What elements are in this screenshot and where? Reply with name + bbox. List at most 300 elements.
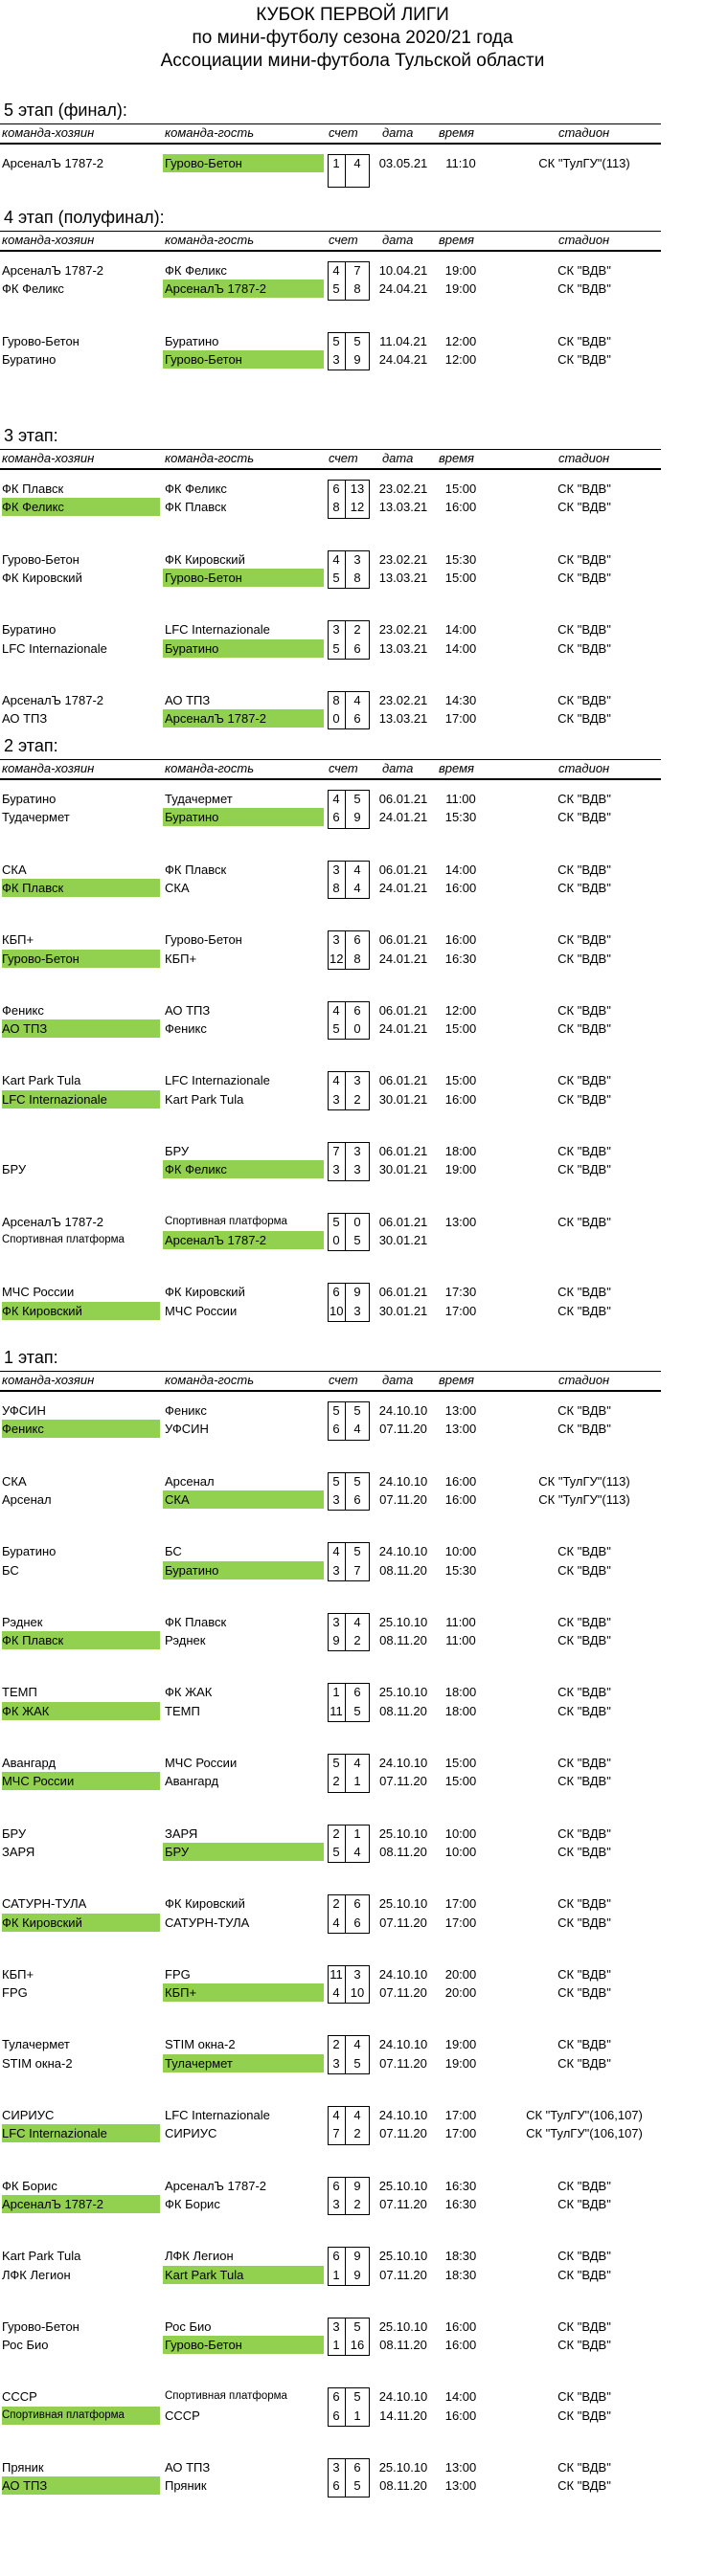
- score-box: [345, 1754, 370, 1793]
- host-team: БРУ: [2, 1162, 27, 1177]
- score-box: [345, 691, 370, 730]
- score-host: 3: [332, 1614, 340, 1629]
- stadium: СК "ВДВ": [557, 1844, 611, 1859]
- guest-team: ФК Борис: [165, 2196, 220, 2211]
- score-guest: 6: [353, 711, 361, 727]
- column-header-row: [0, 759, 661, 780]
- match-time: 11:10: [445, 156, 476, 170]
- stadium: СК "ВДВ": [557, 640, 611, 656]
- stadium: СК "ВДВ": [557, 1562, 611, 1578]
- score-box: [328, 1965, 346, 2005]
- stadium: СК "ВДВ": [557, 862, 611, 877]
- stage-title: 4 этап (полуфинал):: [4, 208, 165, 227]
- match-time: 12:00: [444, 333, 477, 348]
- stadium: СК "ВДВ": [557, 263, 611, 278]
- score-guest: 3: [353, 1144, 361, 1158]
- score-host: 3: [332, 1091, 340, 1107]
- score-box: [345, 2458, 370, 2498]
- host-team: ЛФК Легион: [2, 2267, 71, 2282]
- score-guest: 9: [353, 2249, 361, 2264]
- score-guest: 10: [350, 1985, 365, 2001]
- match-date: 24.10.10: [378, 1756, 428, 1770]
- score-box: [345, 620, 370, 660]
- host-team: Буратино: [2, 1544, 57, 1559]
- host-team: СССР: [2, 2389, 37, 2405]
- score-box: [345, 1071, 370, 1110]
- guest-team: Феникс: [165, 1021, 207, 1037]
- score-box: [345, 154, 370, 188]
- host-team: Kart Park Tula: [2, 1073, 81, 1088]
- match-time: 19:00: [444, 1162, 477, 1177]
- match-time: 16:00: [444, 2338, 477, 2353]
- guest-team: АрсеналЪ 1787-2: [163, 280, 324, 298]
- stadium: [508, 1231, 661, 1249]
- stadium: СК "ВДВ": [557, 2267, 611, 2282]
- score-guest: 7: [353, 1562, 361, 1578]
- match-time: 15:30: [444, 551, 477, 567]
- score-guest: 9: [353, 1285, 361, 1300]
- match-date: 07.11.20: [379, 2126, 427, 2141]
- stadium: СК "ВДВ": [557, 1966, 611, 1982]
- score-box: [328, 790, 346, 829]
- match-time: [437, 1231, 485, 1249]
- score-box: [328, 930, 346, 970]
- score-host: 6: [332, 2178, 340, 2193]
- host-team: Феникс: [2, 1420, 160, 1438]
- guest-team: АрсеналЪ 1787-2: [163, 1231, 324, 1249]
- guest-team: ФК Феликс: [165, 482, 227, 496]
- match-time: 15:00: [444, 1756, 477, 1770]
- stadium: СК "ВДВ": [557, 333, 611, 348]
- guest-team: STIM окна-2: [165, 2037, 236, 2052]
- stadium: СК "ВДВ": [557, 1544, 611, 1559]
- guest-team: Буратино: [163, 639, 324, 658]
- score-guest: 9: [353, 2267, 361, 2282]
- stadium: СК "ВДВ": [557, 1703, 611, 1718]
- stadium: СК "ВДВ": [557, 2249, 611, 2264]
- score-guest: 5: [353, 2478, 361, 2494]
- score-box: [345, 1894, 370, 1934]
- score-host: 2: [332, 1774, 340, 1789]
- stadium: СК "ВДВ": [557, 1614, 611, 1629]
- guest-team: ФК Феликс: [165, 263, 227, 278]
- match-time: 16:00: [444, 2318, 477, 2334]
- stage-title: 5 этап (финал):: [4, 101, 127, 120]
- host-team: Тудачермет: [2, 810, 70, 825]
- stadium: СК "ВДВ": [557, 1826, 611, 1841]
- host-team: ФК Кировский: [2, 1914, 160, 1932]
- score-host: 6: [332, 482, 340, 496]
- match-date: 06.01.21: [378, 1214, 428, 1229]
- column-header-date: дата: [382, 233, 414, 247]
- score-guest: 4: [353, 692, 361, 707]
- stadium: СК "ВДВ": [557, 1422, 611, 1437]
- score-box: [328, 1213, 346, 1252]
- match-date: 23.02.21: [378, 622, 428, 638]
- page-subtitle: по мини-футболу сезона 2020/21 года: [192, 28, 513, 48]
- stadium: СК "ВДВ": [557, 2389, 611, 2405]
- score-guest: 5: [353, 1544, 361, 1559]
- score-box: [345, 1213, 370, 1252]
- score-box: [345, 2106, 370, 2145]
- column-header-host: команда-хозяин: [2, 451, 95, 465]
- stadium: СК "ВДВ": [557, 1985, 611, 2001]
- score-guest: 3: [353, 1073, 361, 1088]
- guest-team: Спортивная платформа: [165, 2390, 287, 2403]
- host-team: Спортивная платформа: [2, 1233, 125, 1245]
- column-header-guest: команда-гость: [165, 761, 255, 775]
- host-team: ЗАРЯ: [2, 1844, 35, 1859]
- score-box: [328, 1894, 346, 1934]
- score-box: [345, 2177, 370, 2216]
- host-team: Буратино: [2, 622, 57, 638]
- match-date: 25.10.10: [378, 1614, 428, 1629]
- stadium: СК "ВДВ": [557, 792, 611, 806]
- match-time: 18:00: [444, 1703, 477, 1718]
- score-guest: 2: [353, 2126, 361, 2141]
- guest-team: FPG: [165, 1966, 191, 1982]
- guest-team: ЗАРЯ: [165, 1826, 198, 1841]
- guest-team: Тулачермет: [163, 2054, 324, 2072]
- match-time: 16:00: [444, 1473, 477, 1489]
- score-host: 5: [332, 1473, 340, 1489]
- score-box: [345, 1142, 370, 1181]
- match-date: 08.11.20: [379, 2338, 427, 2353]
- column-header-time: время: [439, 125, 474, 140]
- score-guest: 8: [353, 951, 361, 966]
- stadium: СК "ВДВ": [557, 500, 611, 515]
- match-time: 15:00: [444, 482, 477, 496]
- score-host: 1: [332, 2267, 340, 2282]
- host-team: Арсенал: [2, 1491, 52, 1507]
- guest-team: МЧС России: [165, 1303, 238, 1318]
- match-date: 24.04.21: [378, 281, 428, 297]
- score-host: 1: [332, 2338, 340, 2353]
- score-host: 3: [332, 1491, 340, 1507]
- host-team: САТУРН-ТУЛА: [2, 1896, 87, 1912]
- score-guest: 6: [353, 1896, 361, 1912]
- score-box: [345, 480, 370, 519]
- host-team: АО ТПЗ: [2, 711, 48, 727]
- host-team: СКА: [2, 862, 27, 877]
- score-guest: 4: [353, 1614, 361, 1629]
- match-date: 06.01.21: [378, 1144, 428, 1158]
- match-time: 15:30: [444, 1562, 477, 1578]
- score-guest: 4: [353, 1422, 361, 1437]
- score-host: 4: [332, 1985, 340, 2001]
- match-time: 18:00: [444, 1685, 477, 1700]
- stadium: СК "ВДВ": [557, 551, 611, 567]
- guest-team: ЛФК Легион: [165, 2249, 234, 2264]
- match-date: 08.11.20: [379, 2478, 427, 2494]
- match-date: 07.11.20: [379, 1774, 427, 1789]
- score-guest: 4: [353, 880, 361, 895]
- host-team: Пряник: [2, 2460, 44, 2475]
- match-date: 07.11.20: [379, 1915, 427, 1930]
- match-date: 06.01.21: [378, 1002, 428, 1018]
- column-header-score: счет: [329, 233, 358, 247]
- score-box: [345, 1825, 370, 1864]
- column-header-score: счет: [329, 451, 358, 465]
- match-date: 08.11.20: [379, 1844, 427, 1859]
- score-box: [328, 2035, 346, 2074]
- stadium: СК "ВДВ": [557, 2408, 611, 2423]
- score-box: [328, 1401, 346, 1441]
- stadium: СК "ТулГУ"(113): [538, 156, 630, 170]
- score-guest: 1: [353, 1774, 361, 1789]
- match-date: 24.10.10: [378, 2389, 428, 2405]
- score-host: 4: [332, 2108, 340, 2122]
- stadium: СК "ВДВ": [557, 1021, 611, 1037]
- host-team: Авангард: [2, 1756, 57, 1770]
- score-box: [345, 1542, 370, 1581]
- guest-team: БРУ: [163, 1843, 324, 1861]
- match-time: 17:00: [444, 2108, 477, 2122]
- host-team: Буратино: [2, 351, 57, 367]
- stadium: СК "ВДВ": [557, 711, 611, 727]
- host-team: АрсеналЪ 1787-2: [2, 692, 104, 707]
- guest-team: АО ТПЗ: [165, 2460, 211, 2475]
- match-date: 25.10.10: [378, 2249, 428, 2264]
- score-guest: 3: [353, 1162, 361, 1177]
- guest-team: ФК Феликс: [163, 1160, 324, 1178]
- score-host: 5: [332, 333, 340, 348]
- host-team: Гурово-Бетон: [2, 551, 80, 567]
- match-time: 17:00: [444, 1915, 477, 1930]
- stage-title: 3 этап:: [4, 426, 58, 445]
- column-header-host: команда-хозяин: [2, 1373, 95, 1387]
- column-header-guest: команда-гость: [165, 1373, 255, 1387]
- stadium: СК "ВДВ": [557, 2178, 611, 2193]
- match-time: 15:00: [444, 1021, 477, 1037]
- score-guest: 0: [353, 1021, 361, 1037]
- match-time: 13:00: [444, 1214, 477, 1229]
- host-team: ФК Плавск: [2, 1631, 160, 1649]
- stadium: СК "ТулГУ"(106,107): [526, 2126, 643, 2141]
- match-date: 24.10.10: [378, 2108, 428, 2122]
- stadium: СК "ВДВ": [557, 810, 611, 825]
- score-host: 6: [332, 1422, 340, 1437]
- stadium: СК "ВДВ": [557, 2478, 611, 2494]
- match-date: 07.11.20: [379, 2196, 427, 2211]
- host-team: ФК ЖАК: [2, 1702, 160, 1720]
- score-box: [328, 2387, 346, 2427]
- match-time: 13:00: [444, 1422, 477, 1437]
- match-time: 16:30: [444, 2196, 477, 2211]
- match-date: 25.10.10: [378, 1826, 428, 1841]
- score-guest: 4: [353, 862, 361, 877]
- score-guest: 3: [353, 551, 361, 567]
- score-guest: 5: [353, 2055, 361, 2071]
- match-date: 07.11.20: [379, 2267, 427, 2282]
- guest-team: LFC Internazionale: [165, 1073, 270, 1088]
- score-host: 6: [332, 2389, 340, 2405]
- column-header-stadium: стадион: [558, 451, 610, 465]
- guest-team: СКА: [165, 880, 190, 895]
- stadium: СК "ТулГУ"(113): [538, 1473, 630, 1489]
- host-team: СИРИУС: [2, 2108, 55, 2122]
- match-date: 23.02.21: [378, 692, 428, 707]
- score-host: 0: [332, 711, 340, 727]
- score-guest: 16: [350, 2338, 365, 2353]
- score-guest: 12: [350, 500, 365, 515]
- match-time: 19:00: [444, 263, 477, 278]
- host-team: ФК Феликс: [2, 281, 64, 297]
- guest-team: Kart Park Tula: [163, 2266, 324, 2284]
- match-time: 17:00: [444, 1896, 477, 1912]
- score-host: 3: [332, 2196, 340, 2211]
- column-header-guest: команда-гость: [165, 451, 255, 465]
- stadium: СК "ВДВ": [557, 622, 611, 638]
- match-time: 11:00: [445, 1614, 476, 1629]
- score-guest: 5: [353, 1703, 361, 1718]
- stadium: СК "ВДВ": [557, 482, 611, 496]
- stadium: СК "ВДВ": [557, 1633, 611, 1648]
- column-header-date: дата: [382, 1373, 414, 1387]
- host-team: АрсеналЪ 1787-2: [2, 156, 104, 170]
- score-host: 4: [332, 1915, 340, 1930]
- score-box: [328, 1472, 346, 1512]
- score-host: 7: [332, 1144, 340, 1158]
- stadium: СК "ВДВ": [557, 2460, 611, 2475]
- column-header-row: [0, 123, 661, 145]
- match-date: 08.11.20: [379, 1703, 427, 1718]
- column-header-guest: команда-гость: [165, 233, 255, 247]
- match-date: 24.10.10: [378, 2037, 428, 2052]
- score-box: [345, 2035, 370, 2074]
- match-time: 11:00: [445, 1633, 476, 1648]
- score-box: [328, 620, 346, 660]
- host-team: АрсеналЪ 1787-2: [2, 1214, 104, 1229]
- score-guest: 6: [353, 1491, 361, 1507]
- host-team: LFC Internazionale: [2, 1090, 160, 1109]
- guest-team: ФК Плавск: [165, 862, 227, 877]
- match-time: 15:00: [444, 1073, 477, 1088]
- score-box: [328, 1283, 346, 1322]
- stadium: СК "ВДВ": [557, 1403, 611, 1418]
- score-guest: 9: [353, 810, 361, 825]
- stadium: СК "ВДВ": [557, 1091, 611, 1107]
- match-date: 24.10.10: [378, 1544, 428, 1559]
- stadium: СК "ВДВ": [557, 351, 611, 367]
- guest-team: СССР: [165, 2408, 200, 2423]
- match-date: 24.10.10: [378, 1473, 428, 1489]
- guest-team: МЧС России: [165, 1756, 238, 1770]
- match-date: 24.01.21: [378, 951, 428, 966]
- column-header-stadium: стадион: [558, 125, 610, 140]
- guest-team: Спортивная платформа: [165, 1215, 287, 1227]
- score-host: 3: [332, 1162, 340, 1177]
- host-team: МЧС России: [2, 1285, 75, 1300]
- score-box: [345, 1965, 370, 2005]
- stadium: СК "ВДВ": [557, 570, 611, 585]
- host-team: Рос Био: [2, 2338, 49, 2353]
- score-guest: 4: [353, 2108, 361, 2122]
- score-host: 2: [332, 2037, 340, 2052]
- match-date: 25.10.10: [378, 1685, 428, 1700]
- match-date: 13.03.21: [378, 500, 428, 515]
- score-box: [328, 154, 346, 188]
- match-time: 14:00: [444, 622, 477, 638]
- score-host: 4: [332, 792, 340, 806]
- guest-team: ФК Плавск: [165, 500, 227, 515]
- stadium: СК "ВДВ": [557, 1214, 611, 1229]
- score-box: [345, 1683, 370, 1722]
- score-box: [345, 930, 370, 970]
- match-date: 25.10.10: [378, 2318, 428, 2334]
- match-time: 16:00: [444, 500, 477, 515]
- host-team: FPG: [2, 1985, 28, 2001]
- match-date: 08.11.20: [379, 1633, 427, 1648]
- stadium: СК "ВДВ": [557, 692, 611, 707]
- match-date: 08.11.20: [379, 1562, 427, 1578]
- match-date: 24.01.21: [378, 1021, 428, 1037]
- host-team: КБП+: [2, 932, 34, 948]
- score-box: [328, 691, 346, 730]
- score-host: 3: [332, 2318, 340, 2334]
- match-time: 10:00: [444, 1544, 477, 1559]
- score-box: [328, 261, 346, 301]
- match-time: 19:00: [444, 2055, 477, 2071]
- score-host: 4: [332, 1073, 340, 1088]
- column-header-host: команда-хозяин: [2, 125, 95, 140]
- score-guest: 4: [353, 2037, 361, 2052]
- score-guest: 5: [353, 1232, 361, 1247]
- score-guest: 4: [353, 1844, 361, 1859]
- score-host: 1: [332, 1685, 340, 1700]
- score-box: [345, 861, 370, 900]
- match-time: 15:00: [444, 1774, 477, 1789]
- stadium: СК "ВДВ": [557, 2055, 611, 2071]
- score-box: [345, 1401, 370, 1441]
- guest-team: LFC Internazionale: [165, 622, 270, 638]
- host-team: АрсеналЪ 1787-2: [2, 263, 104, 278]
- host-team: Гурово-Бетон: [2, 950, 160, 968]
- guest-team: АрсеналЪ 1787-2: [165, 2178, 267, 2193]
- guest-team: ФК Плавск: [165, 1614, 227, 1629]
- match-date: 30.01.21: [378, 1091, 428, 1107]
- match-time: 14:00: [444, 640, 477, 656]
- score-box: [345, 332, 370, 371]
- stage-title: 1 этап:: [4, 1348, 58, 1367]
- score-guest: 2: [353, 1091, 361, 1107]
- host-team: БС: [2, 1562, 19, 1578]
- guest-team: Авангард: [165, 1774, 219, 1789]
- score-guest: 1: [353, 1826, 361, 1841]
- score-host: 6: [332, 2249, 340, 2264]
- score-guest: 6: [353, 1002, 361, 1018]
- match-time: 14:30: [444, 692, 477, 707]
- guest-team: КБП+: [165, 951, 197, 966]
- score-box: [328, 1754, 346, 1793]
- match-time: 16:00: [444, 932, 477, 948]
- stadium: СК "ВДВ": [557, 1685, 611, 1700]
- guest-team: Рэднек: [165, 1633, 206, 1648]
- guest-team: Феникс: [165, 1403, 207, 1418]
- page-title: КУБОК ПЕРВОЙ ЛИГИ: [256, 5, 449, 25]
- guest-team: АрсеналЪ 1787-2: [163, 709, 324, 728]
- host-team: Гурово-Бетон: [2, 333, 80, 348]
- score-host: 5: [332, 1214, 340, 1229]
- score-guest: 5: [353, 2389, 361, 2405]
- score-host: 5: [332, 1844, 340, 1859]
- score-guest: 9: [353, 2178, 361, 2193]
- match-time: 13:00: [444, 2460, 477, 2475]
- guest-team: ФК Кировский: [165, 1285, 245, 1300]
- score-guest: 5: [353, 1473, 361, 1489]
- guest-team: Тудачермет: [165, 792, 233, 806]
- score-guest: 6: [353, 1915, 361, 1930]
